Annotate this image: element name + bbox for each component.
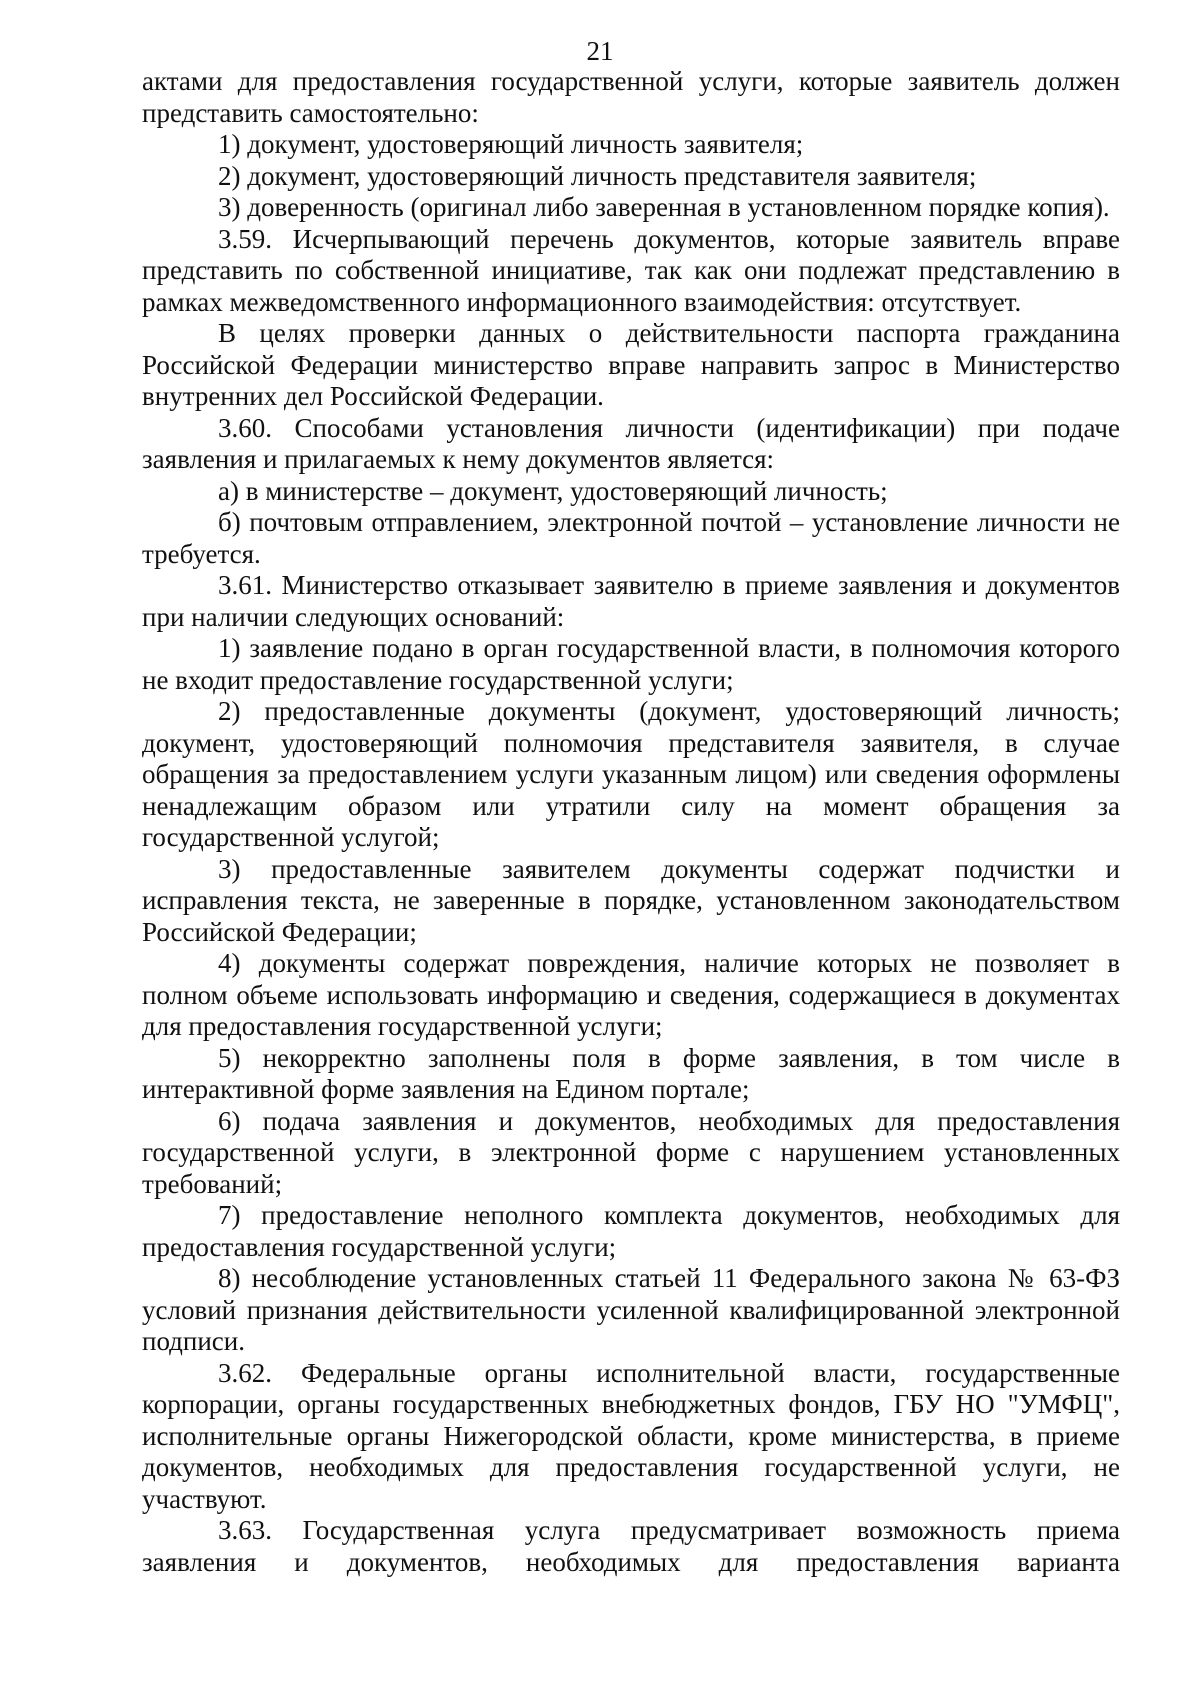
document-body [142,66,1120,1578]
list-item: 2) документ, удостоверяющий личность представителя заявителя; [218,160,977,191]
list-item: 7) предоставление неполного комплекта документов, необходимых для предоставления государственной услуги; [142,1200,1120,1262]
paragraph: В целях проверки данных о действительности паспорта гражданина Российской Федерации министерство вправе направить запрос в Министерство внутренних дел Российской Федерации. [142,318,1120,411]
page-number: 21 [586,36,614,66]
paragraph-3-62: 3.62. Федеральные органы исполнительной власти, государственные корпорации, органы государственных внебюджетных фондов, ГБУ НО "УМФЦ", исполнительные органы Нижегородской области, кроме министерства, в приеме документов, необходимых для предоставления государственной услуги, не участвуют. [142,1357,1120,1514]
paragraph-continuation: актами для предоставления государственной услуги, которые заявитель должен представить самостоятельно: [142,66,1120,128]
list-item: а) в министерстве – документ, удостоверяющий личность; [218,475,888,506]
list-item: 3) доверенность (оригинал либо заверенная в установленном порядке копия). [218,192,1110,222]
list-item: б) почтовым отправлением, электронной почтой – установление личности не требуется. [142,507,1120,569]
list-item: 2) предоставленные документы (документ, удостоверяющий личность; документ, удостоверяющий полномочия представителя заявителя, в случае обращения за предоставлением услуги указанным лицом) или сведения оформлены ненадлежащим образом или утратили силу на момент обращения за государственной услугой; [142,696,1120,852]
list-item: 8) несоблюдение установленных статьей 11 Федерального закона № 63-ФЗ условий признания действительности усиленной квалифицированной электронной подписи. [142,1263,1120,1356]
paragraph-3-60: 3.60. Способами установления личности (идентификации) при подаче заявления и прилагаемых к нему документов является: [142,412,1120,474]
paragraph-3-59: 3.59. Исчерпывающий перечень документов, которые заявитель вправе представить по собственной инициативе, так как они подлежат представлению в рамках межведомственного информационного взаимодействия: отсутствует. [142,223,1120,317]
paragraph-3-61: 3.61. Министерство отказывает заявителю в приеме заявления и документов при наличии следующих оснований: [142,570,1120,632]
paragraph-3-63: 3.63. Государственная услуга предусматривает возможность приема заявления и документов, необходимых для предоставления варианта [142,1515,1120,1577]
list-item: 1) заявление подано в орган государственной власти, в полномочия которого не входит предоставление государственной услуги; [142,633,1120,695]
list-item: 1) документ, удостоверяющий личность заявителя; [218,129,804,159]
list-item: 3) предоставленные заявителем документы содержат подчистки и исправления текста, не заверенные в порядке, установленном законодательством Российской Федерации; [142,853,1120,947]
list-item: 6) подача заявления и документов, необходимых для предоставления государственной услуги, в электронной форме с нарушением установленных требований; [142,1105,1120,1199]
list-item: 5) некорректно заполнены поля в форме заявления, в том числе в интерактивной форме заявления на Едином портале; [142,1042,1120,1104]
list-item: 4) документы содержат повреждения, наличие которых не позволяет в полном объеме использовать информацию и сведения, содержащиеся в документах для предоставления государственной услуги; [142,948,1120,1041]
